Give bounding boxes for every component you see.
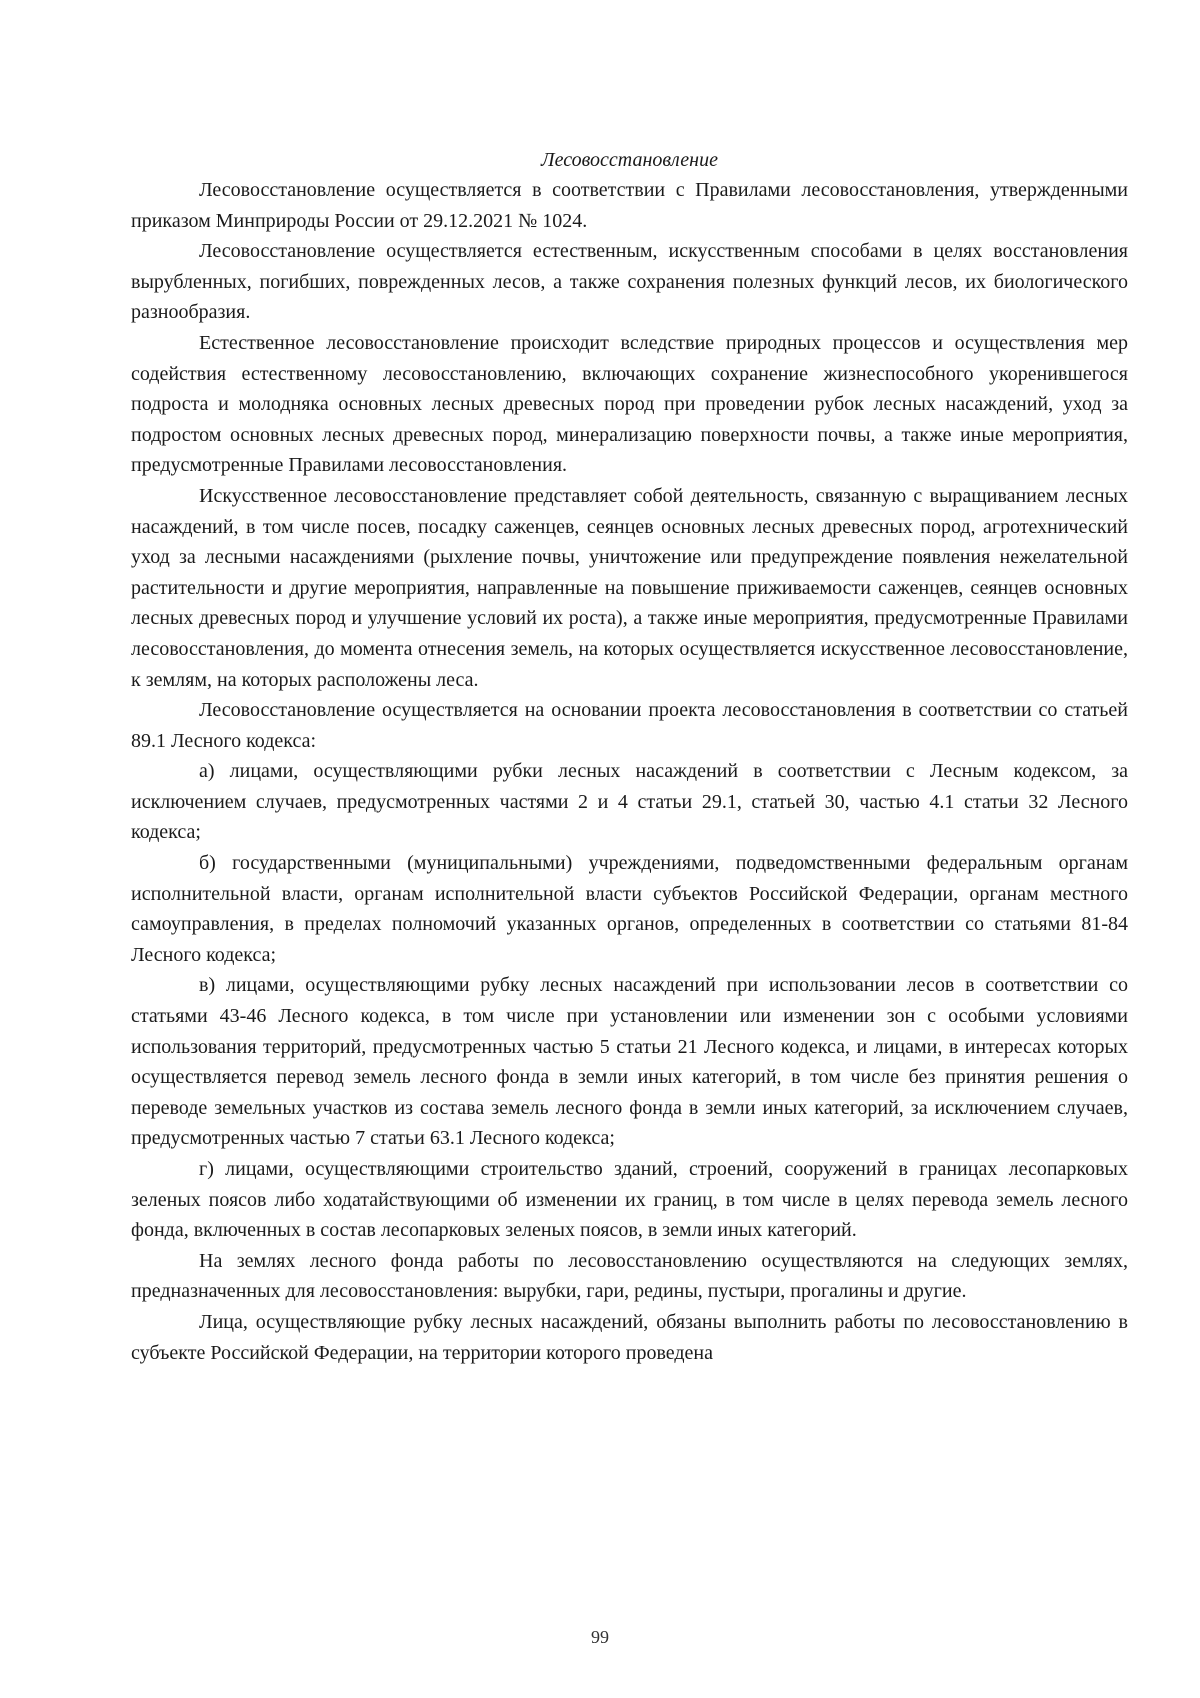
list-item-b: б) государственными (муниципальными) учреждениями, подведомственными федеральным органам исполнительной власти, органам исполнительной власти субъектов Российской Федерации, органам местного самоуправления, в пределах полномочий указанных органов, определенных в соответствии со статьями 81-84 Лесного кодекса; [131,852,1128,966]
page-number: 99 [591,1627,609,1647]
section-heading: Лесовосстановление [541,149,718,171]
document-body [131,145,1128,1368]
paragraph-1: Лесовосстановление осуществляется в соответствии с Правилами лесовосстановления, утвержденными приказом Минприроды России от 29.12.2021 № 1024. [131,179,1128,232]
list-item-v: в) лицами, осуществляющими рубку лесных насаждений при использовании лесов в соответствии со статьями 43-46 Лесного кодекса, в том числе при установлении или изменении зон с особыми условиями использования территорий, предусмотренных частью 5 статьи 21 Лесного кодекса, и лицами, в интересах которых осуществляется перевод земель лесного фонда в земли иных категорий, в том числе без принятия решения о переводе земельных участков из состава земель лесного фонда в земли иных категорий, за исключением случаев, предусмотренных частью 7 статьи 63.1 Лесного кодекса; [131,974,1128,1150]
paragraph-3: Естественное лесовосстановление происходит вследствие природных процессов и осуществления мер содействия естественному лесовосстановлению, включающих сохранение жизнеспособного укоренившегося подроста и молодняка основных лесных древесных пород при проведении рубок лесных насаждений, уход за подростом основных лесных древесных пород, минерализацию поверхности почвы, а также иные мероприятия, предусмотренные Правилами лесовосстановления. [131,331,1128,477]
list-item-a: а) лицами, осуществляющими рубки лесных насаждений в соответствии с Лесным кодексом, за исключением случаев, предусмотренных частями 2 и 4 статьи 29.1, статьей 30, частью 4.1 статьи 32 Лесного кодекса; [131,760,1128,844]
paragraph-5: Лесовосстановление осуществляется на основании проекта лесовосстановления в соответствии со статьей 89.1 Лесного кодекса: [131,699,1128,752]
paragraph-7: Лица, осуществляющие рубку лесных насаждений, обязаны выполнить работы по лесовосстановлению в субъекте Российской Федерации, на территории которого проведена [131,1310,1128,1364]
paragraph-4: Искусственное лесовосстановление представляет собой деятельность, связанную с выращиванием лесных насаждений, в том числе посев, посадку саженцев, сеянцев основных лесных древесных пород, агротехнический уход за лесными насаждениями (рыхление почвы, уничтожение или предупреждение появления нежелательной растительности и другие мероприятия, направленные на повышение приживаемости саженцев, сеянцев основных лесных древесных пород и улучшение условий их роста), а также иные мероприятия, предусмотренные Правилами лесовосстановления, до момента отнесения земель, на которых осуществляется искусственное лесовосстановление, к землям, на которых расположены леса. [131,484,1128,691]
paragraph-2: Лесовосстановление осуществляется естественным, искусственным способами в целях восстановления вырубленных, погибших, поврежденных лесов, а также сохранения полезных функций лесов, их биологического разнообразия. [131,240,1128,324]
paragraph-6: На землях лесного фонда работы по лесовосстановлению осуществляются на следующих землях, предназначенных для лесовосстановления: вырубки, гари, редины, пустыри, прогалины и другие. [131,1249,1128,1303]
list-item-g: г) лицами, осуществляющими строительство зданий, строений, сооружений в границах лесопарковых зеленых поясов либо ходатайствующими об изменении их границ, в том числе в целях перевода земель лесного фонда, включенных в состав лесопарковых зеленых поясов, в земли иных категорий. [131,1158,1128,1242]
